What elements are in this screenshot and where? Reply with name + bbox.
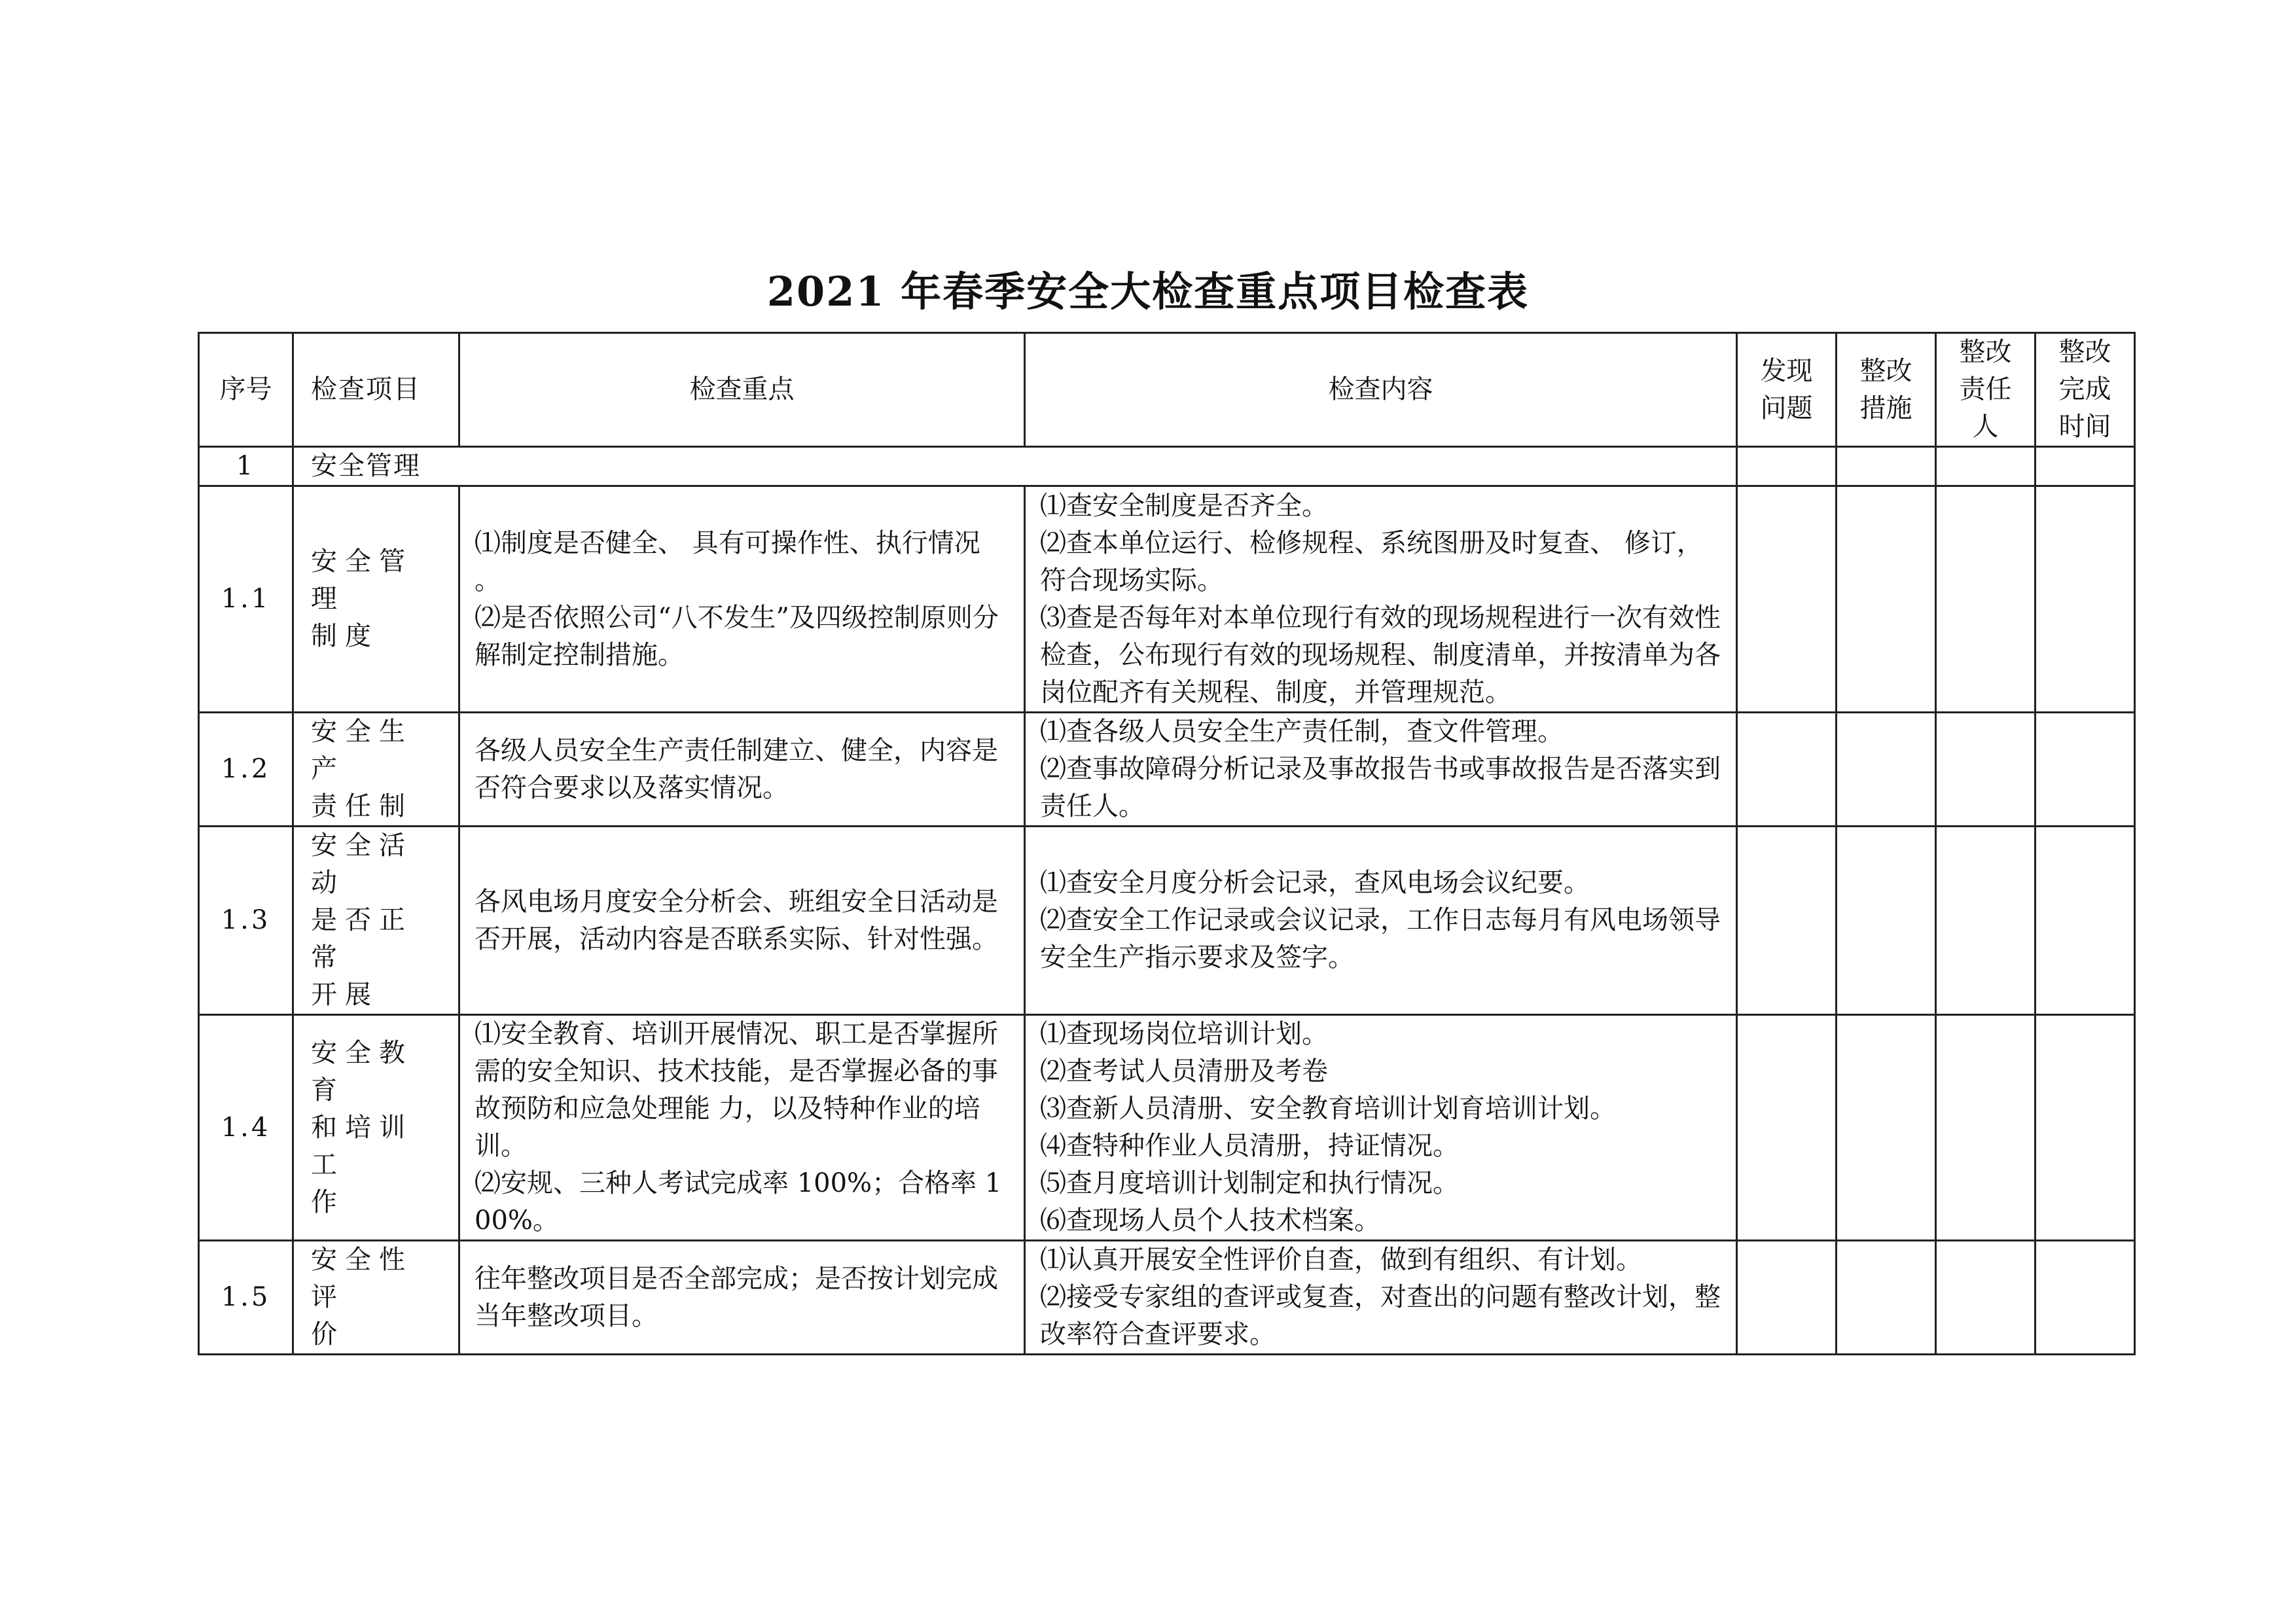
table-row <box>199 486 2135 713</box>
empty-cell <box>1936 713 2036 827</box>
empty-cell <box>1837 713 1936 827</box>
row-no: 1.3 <box>199 827 293 1015</box>
header-content: 检查内容 <box>1025 333 1737 447</box>
row-no: 1.2 <box>199 713 293 827</box>
empty-cell <box>1737 447 1837 486</box>
row-no: 1.5 <box>199 1241 293 1355</box>
row-no: 1.1 <box>199 486 293 713</box>
empty-cell <box>1737 827 1837 1015</box>
empty-cell <box>2036 827 2135 1015</box>
empty-cell <box>1737 486 1837 713</box>
empty-cell <box>1837 486 1936 713</box>
section-name: 安全管理 <box>293 447 1737 486</box>
empty-cell <box>1737 1241 1837 1355</box>
section-row <box>199 447 2135 486</box>
header-found-problem: 发现 问题 <box>1737 333 1837 447</box>
table-body <box>199 486 2135 1355</box>
empty-cell <box>2036 1241 2135 1355</box>
row-focus: 各级人员安全生产责任制建立、健全，内容是否符合要求以及落实情况。 <box>459 713 1025 827</box>
header-focus: 检查重点 <box>459 333 1025 447</box>
row-item: 安全教育 和培训工 作 <box>293 1015 459 1241</box>
row-focus: 往年整改项目是否全部完成；是否按计划完成当年整改项目。 <box>459 1241 1025 1355</box>
empty-cell <box>1737 1015 1837 1241</box>
row-item: 安全生产 责任制 <box>293 713 459 827</box>
empty-cell <box>2036 713 2135 827</box>
empty-cell <box>1936 1241 2036 1355</box>
header-no: 序号 <box>199 333 293 447</box>
row-focus: 各风电场月度安全分析会、班组安全日活动是否开展，活动内容是否联系实际、针对性强。 <box>459 827 1025 1015</box>
row-content: ⑴查安全月度分析会记录，查风电场会议纪要。 ⑵查安全工作记录或会议记录，工作日志每月有风电场领导安全生产指示要求及签字。 <box>1025 827 1737 1015</box>
header-completion-time: 整改 完成 时间 <box>2036 333 2135 447</box>
row-item: 安全性评 价 <box>293 1241 459 1355</box>
row-content: ⑴查现场岗位培训计划。 ⑵查考试人员清册及考卷 ⑶查新人员清册、安全教育培训计划育培训计划。 ⑷查特种作业人员清册，持证情况。 ⑸查月度培训计划制定和执行情况。 ⑹查现场人员个人技术档案。 <box>1025 1015 1737 1241</box>
row-no: 1.4 <box>199 1015 293 1241</box>
table-row <box>199 1241 2135 1355</box>
header-item: 检查项目 <box>293 333 459 447</box>
row-item: 安全活动 是否正常 开展 <box>293 827 459 1015</box>
empty-cell <box>1837 1241 1936 1355</box>
empty-cell <box>1936 486 2036 713</box>
section-no: 1 <box>199 447 293 486</box>
empty-cell <box>1837 827 1936 1015</box>
header-responsible: 整改 责任 人 <box>1936 333 2036 447</box>
document-title: 2021 年春季安全大检查重点项目检查表 <box>766 268 1530 315</box>
empty-cell <box>1837 447 1936 486</box>
table-row <box>199 713 2135 827</box>
empty-cell <box>1737 713 1837 827</box>
table-row <box>199 827 2135 1015</box>
table-row <box>199 1015 2135 1241</box>
row-focus: ⑴安全教育、培训开展情况、职工是否掌握所需的安全知识、技术技能，是否掌握必备的事故预防和应急处理能 力，以及特种作业的培训。 ⑵安规、三种人考试完成率 100%；合格率 100%。 <box>459 1015 1025 1241</box>
row-content: ⑴查各级人员安全生产责任制，查文件管理。 ⑵查事故障碍分析记录及事故报告书或事故报告是否落实到责任人。 <box>1025 713 1737 827</box>
header-row <box>199 333 2135 447</box>
empty-cell <box>1837 1015 1936 1241</box>
empty-cell <box>2036 1015 2135 1241</box>
row-content: ⑴认真开展安全性评价自查，做到有组织、有计划。 ⑵接受专家组的查评或复查，对查出的问题有整改计划，整改率符合查评要求。 <box>1025 1241 1737 1355</box>
empty-cell <box>2036 486 2135 713</box>
empty-cell <box>2036 447 2135 486</box>
empty-cell <box>1936 1015 2036 1241</box>
row-content: ⑴查安全制度是否齐全。 ⑵查本单位运行、检修规程、系统图册及时复查、 修订，符合现场实际。 ⑶查是否每年对本单位现行有效的现场规程进行一次有效性检查，公布现行有效的现场规程、制度清单，并按清单为各岗位配齐有关规程、制度，并管理规范。 <box>1025 486 1737 713</box>
row-item: 安全管理 制度 <box>293 486 459 713</box>
inspection-table <box>198 332 2136 1355</box>
empty-cell <box>1936 827 2036 1015</box>
header-measure: 整改 措施 <box>1837 333 1936 447</box>
empty-cell <box>1936 447 2036 486</box>
row-focus: ⑴制度是否健全、 具有可操作性、执行情况 。 ⑵是否依照公司“八不发生”及四级控制原则分解制定控制措施。 <box>459 486 1025 713</box>
